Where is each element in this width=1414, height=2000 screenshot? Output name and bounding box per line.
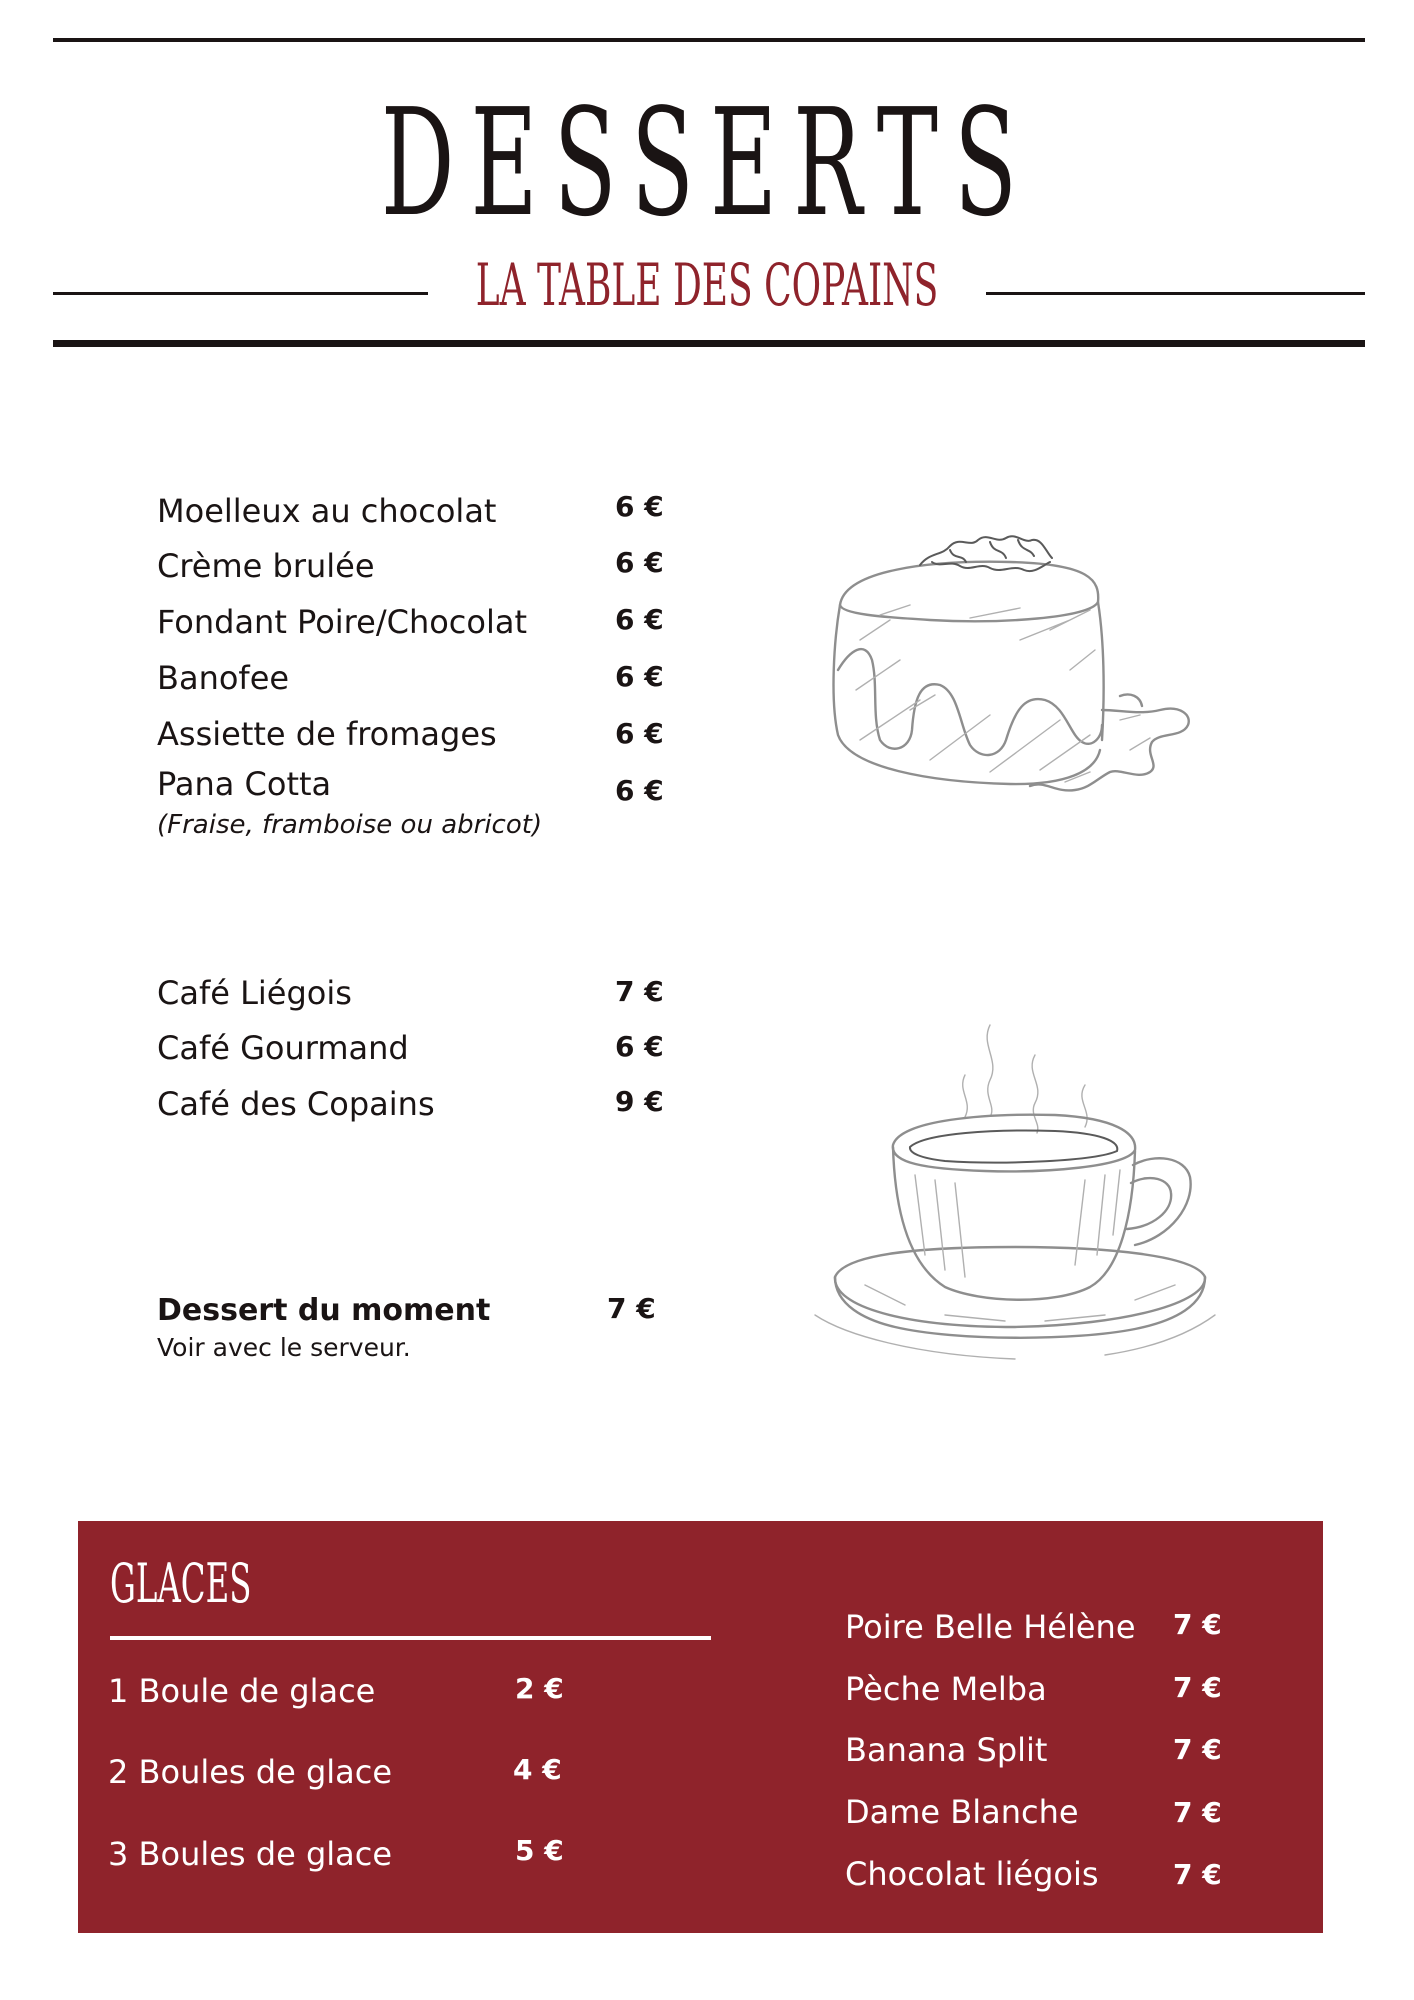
dessert-sketch-icon: [820, 510, 1210, 810]
coupe-item-price: 7 €: [1173, 1733, 1222, 1766]
scoop-item-price: 5 €: [515, 1834, 564, 1867]
coffee-cup-sketch-icon: [805, 1015, 1225, 1385]
dessert-item-price: 6 €: [615, 603, 664, 636]
cafe-item-price: 7 €: [615, 975, 664, 1008]
dessert-item-name: Crème brulée: [157, 547, 375, 585]
coupe-item-price: 7 €: [1173, 1858, 1222, 1891]
dessert-item-name: Moelleux au chocolat: [157, 492, 497, 530]
dessert-item-price: 6 €: [615, 774, 664, 807]
dessert-item-note: (Fraise, framboise ou abricot): [157, 810, 543, 840]
scoop-item-name: 3 Boules de glace: [108, 1835, 393, 1873]
dessert-item-name: Fondant Poire/Chocolat: [157, 603, 528, 641]
page-title: DESSERTS: [380, 77, 1034, 249]
restaurant-name: LA TABLE DES COPAINS: [475, 251, 939, 319]
glaces-rule: [110, 1636, 711, 1640]
dessert-item-price: 6 €: [615, 717, 664, 750]
cafe-item-name: Café des Copains: [157, 1085, 435, 1123]
dessert-du-moment-price: 7 €: [607, 1292, 656, 1325]
header-bottom-rule: [53, 340, 1365, 347]
coupe-item-name: Dame Blanche: [845, 1793, 1079, 1831]
dessert-item-price: 6 €: [615, 660, 664, 693]
coupe-item-price: 7 €: [1173, 1796, 1222, 1829]
cafe-item-price: 6 €: [615, 1030, 664, 1063]
dessert-du-moment: Dessert du moment: [157, 1293, 491, 1328]
subtitle-rule-right: [986, 292, 1365, 295]
scoop-item-price: 4 €: [513, 1753, 562, 1786]
dessert-du-moment-note: Voir avec le serveur.: [157, 1333, 411, 1362]
dessert-item-price: 6 €: [615, 490, 664, 523]
cafe-item-price: 9 €: [615, 1085, 664, 1118]
glaces-title: GLACES: [110, 1552, 252, 1615]
dessert-item-price: 6 €: [615, 546, 664, 579]
coupe-item-price: 7 €: [1173, 1671, 1222, 1704]
scoop-item-price: 2 €: [515, 1672, 564, 1705]
cafe-item-name: Café Liégois: [157, 974, 352, 1012]
scoop-item-name: 1 Boule de glace: [108, 1672, 376, 1710]
dessert-item-name: Banofee: [157, 659, 290, 697]
top-rule: [53, 38, 1365, 42]
dessert-item-name: Pana Cotta: [157, 765, 332, 803]
coupe-item-name: Chocolat liégois: [845, 1855, 1099, 1893]
dessert-item-name: Assiette de fromages: [157, 715, 497, 753]
cafe-item-name: Café Gourmand: [157, 1029, 409, 1067]
coupe-item-price: 7 €: [1173, 1608, 1222, 1641]
scoop-item-name: 2 Boules de glace: [108, 1753, 393, 1791]
coupe-item-name: Banana Split: [845, 1731, 1048, 1769]
coupe-item-name: Pèche Melba: [845, 1670, 1047, 1708]
coupe-item-name: Poire Belle Hélène: [845, 1608, 1136, 1646]
